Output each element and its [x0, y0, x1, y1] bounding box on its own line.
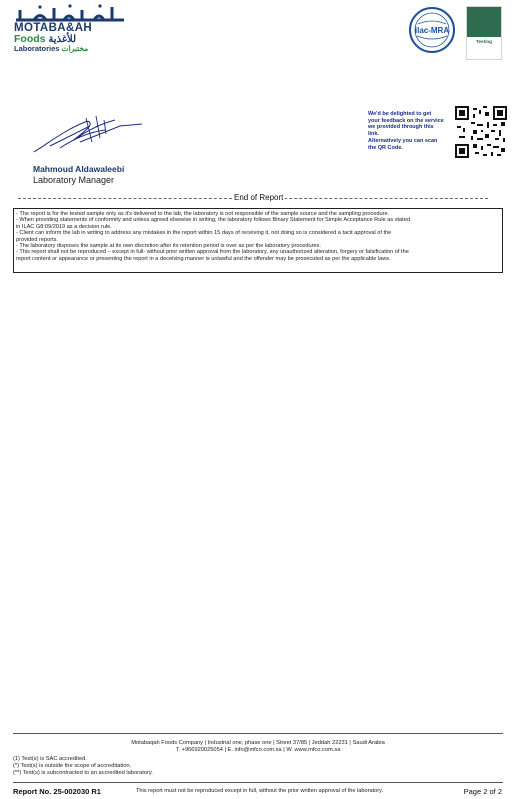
feedback-line: Alternatively you can scan — [368, 137, 438, 144]
note-line: (*) Test(s) is outside the scope of accreditation. — [13, 763, 132, 769]
disclaimer-line: - This report shall not be reproduced – except in full- without prior written approval from the laboratory, any unauthorized alteration, forgery or falsification of the — [16, 249, 409, 256]
footer-company: Motabaqah Foods Company | Industrial one, phase one | Street 37/85 | Jeddah 22231 | Saudi Arabia — [131, 740, 385, 746]
logo-foods-en: Foods — [14, 33, 46, 45]
disclaimer-line: - The report is for the tested sample only as it's delivered to the lab, the laboratory is not responsible of the sample source and the sampling procedure. — [16, 211, 390, 217]
disclaimer-line: - Client can inform the lab in writing to address any mistakes in the report within 15 days of receiving it, not doing so is considered a tacit approval of the — [16, 230, 392, 237]
logo-name: MOTABA&AH — [14, 22, 93, 34]
signer-title: Laboratory Manager — [33, 175, 115, 185]
disclaimer-line: provided reports. — [16, 236, 58, 243]
feedback-line: We'd be delighted to get — [368, 111, 432, 117]
svg-text:ilac-MRA: ilac-MRA — [414, 26, 450, 35]
logo-foods-ar: للأغذية — [48, 34, 77, 45]
note-line: (1) Test(s) is SAC accredited. — [13, 756, 87, 762]
feedback-text — [368, 111, 453, 151]
disclaimer-box — [13, 208, 503, 273]
sac-emblem — [467, 7, 501, 37]
ilac-mra-logo — [408, 6, 456, 54]
signature-image — [30, 112, 150, 160]
page-number: Page 2 of 2 — [463, 787, 502, 796]
logo-labs-en: Laboratories — [14, 44, 60, 53]
sac-testing-label: Testing — [476, 39, 492, 44]
footer-divider — [13, 733, 503, 734]
logo-labs-ar: مختبرات — [61, 44, 89, 53]
feedback-qr-code[interactable] — [455, 106, 507, 158]
feedback-line[interactable]: link. — [368, 131, 380, 138]
footer-contact: T. +966920025054 | E. info@mfco.com.sa | W. www.mfco.com.sa — [175, 747, 341, 753]
disclaimer-line: report content or appearance or presenting the report in a deceiving manner is unlawful and the offender may be prosecuted as per the applicable laws. — [16, 255, 391, 262]
signer-name: Mahmoud Aldawaleebi — [33, 164, 125, 174]
accreditation-notes — [13, 756, 153, 777]
disclaimer-line: in ILAC G8:09/2019 as a decision rule. — [16, 223, 112, 230]
sac-accreditation-logo — [466, 6, 502, 60]
feedback-line: we provided through this — [368, 124, 434, 131]
disclaimer-line: - The laboratory disposes the sample at its own discretion after its retention period is over as per the laboratory procedures. — [16, 243, 321, 250]
note-line: (**) Test(s) is subcontracted to an accredited laboratory. — [13, 770, 153, 776]
end-of-report-label: End of Report — [234, 193, 284, 202]
reproduce-note: This report must not be reproduced except in full, without the prior written approval of the laboratory. — [136, 788, 384, 794]
feedback-line: the QR Code. — [368, 144, 403, 151]
report-number: Report No. 25-002030 R1 — [13, 787, 101, 796]
feedback-line: your feedback on the service — [368, 117, 444, 124]
disclaimer-line: - When providing statements of conformity and unless agreed elsewise in writing, the laboratory follows Binary Statement for Simple Acceptance Rule as stated — [16, 217, 410, 224]
logo-labs — [14, 44, 88, 53]
footer-bottom-divider — [13, 782, 503, 783]
